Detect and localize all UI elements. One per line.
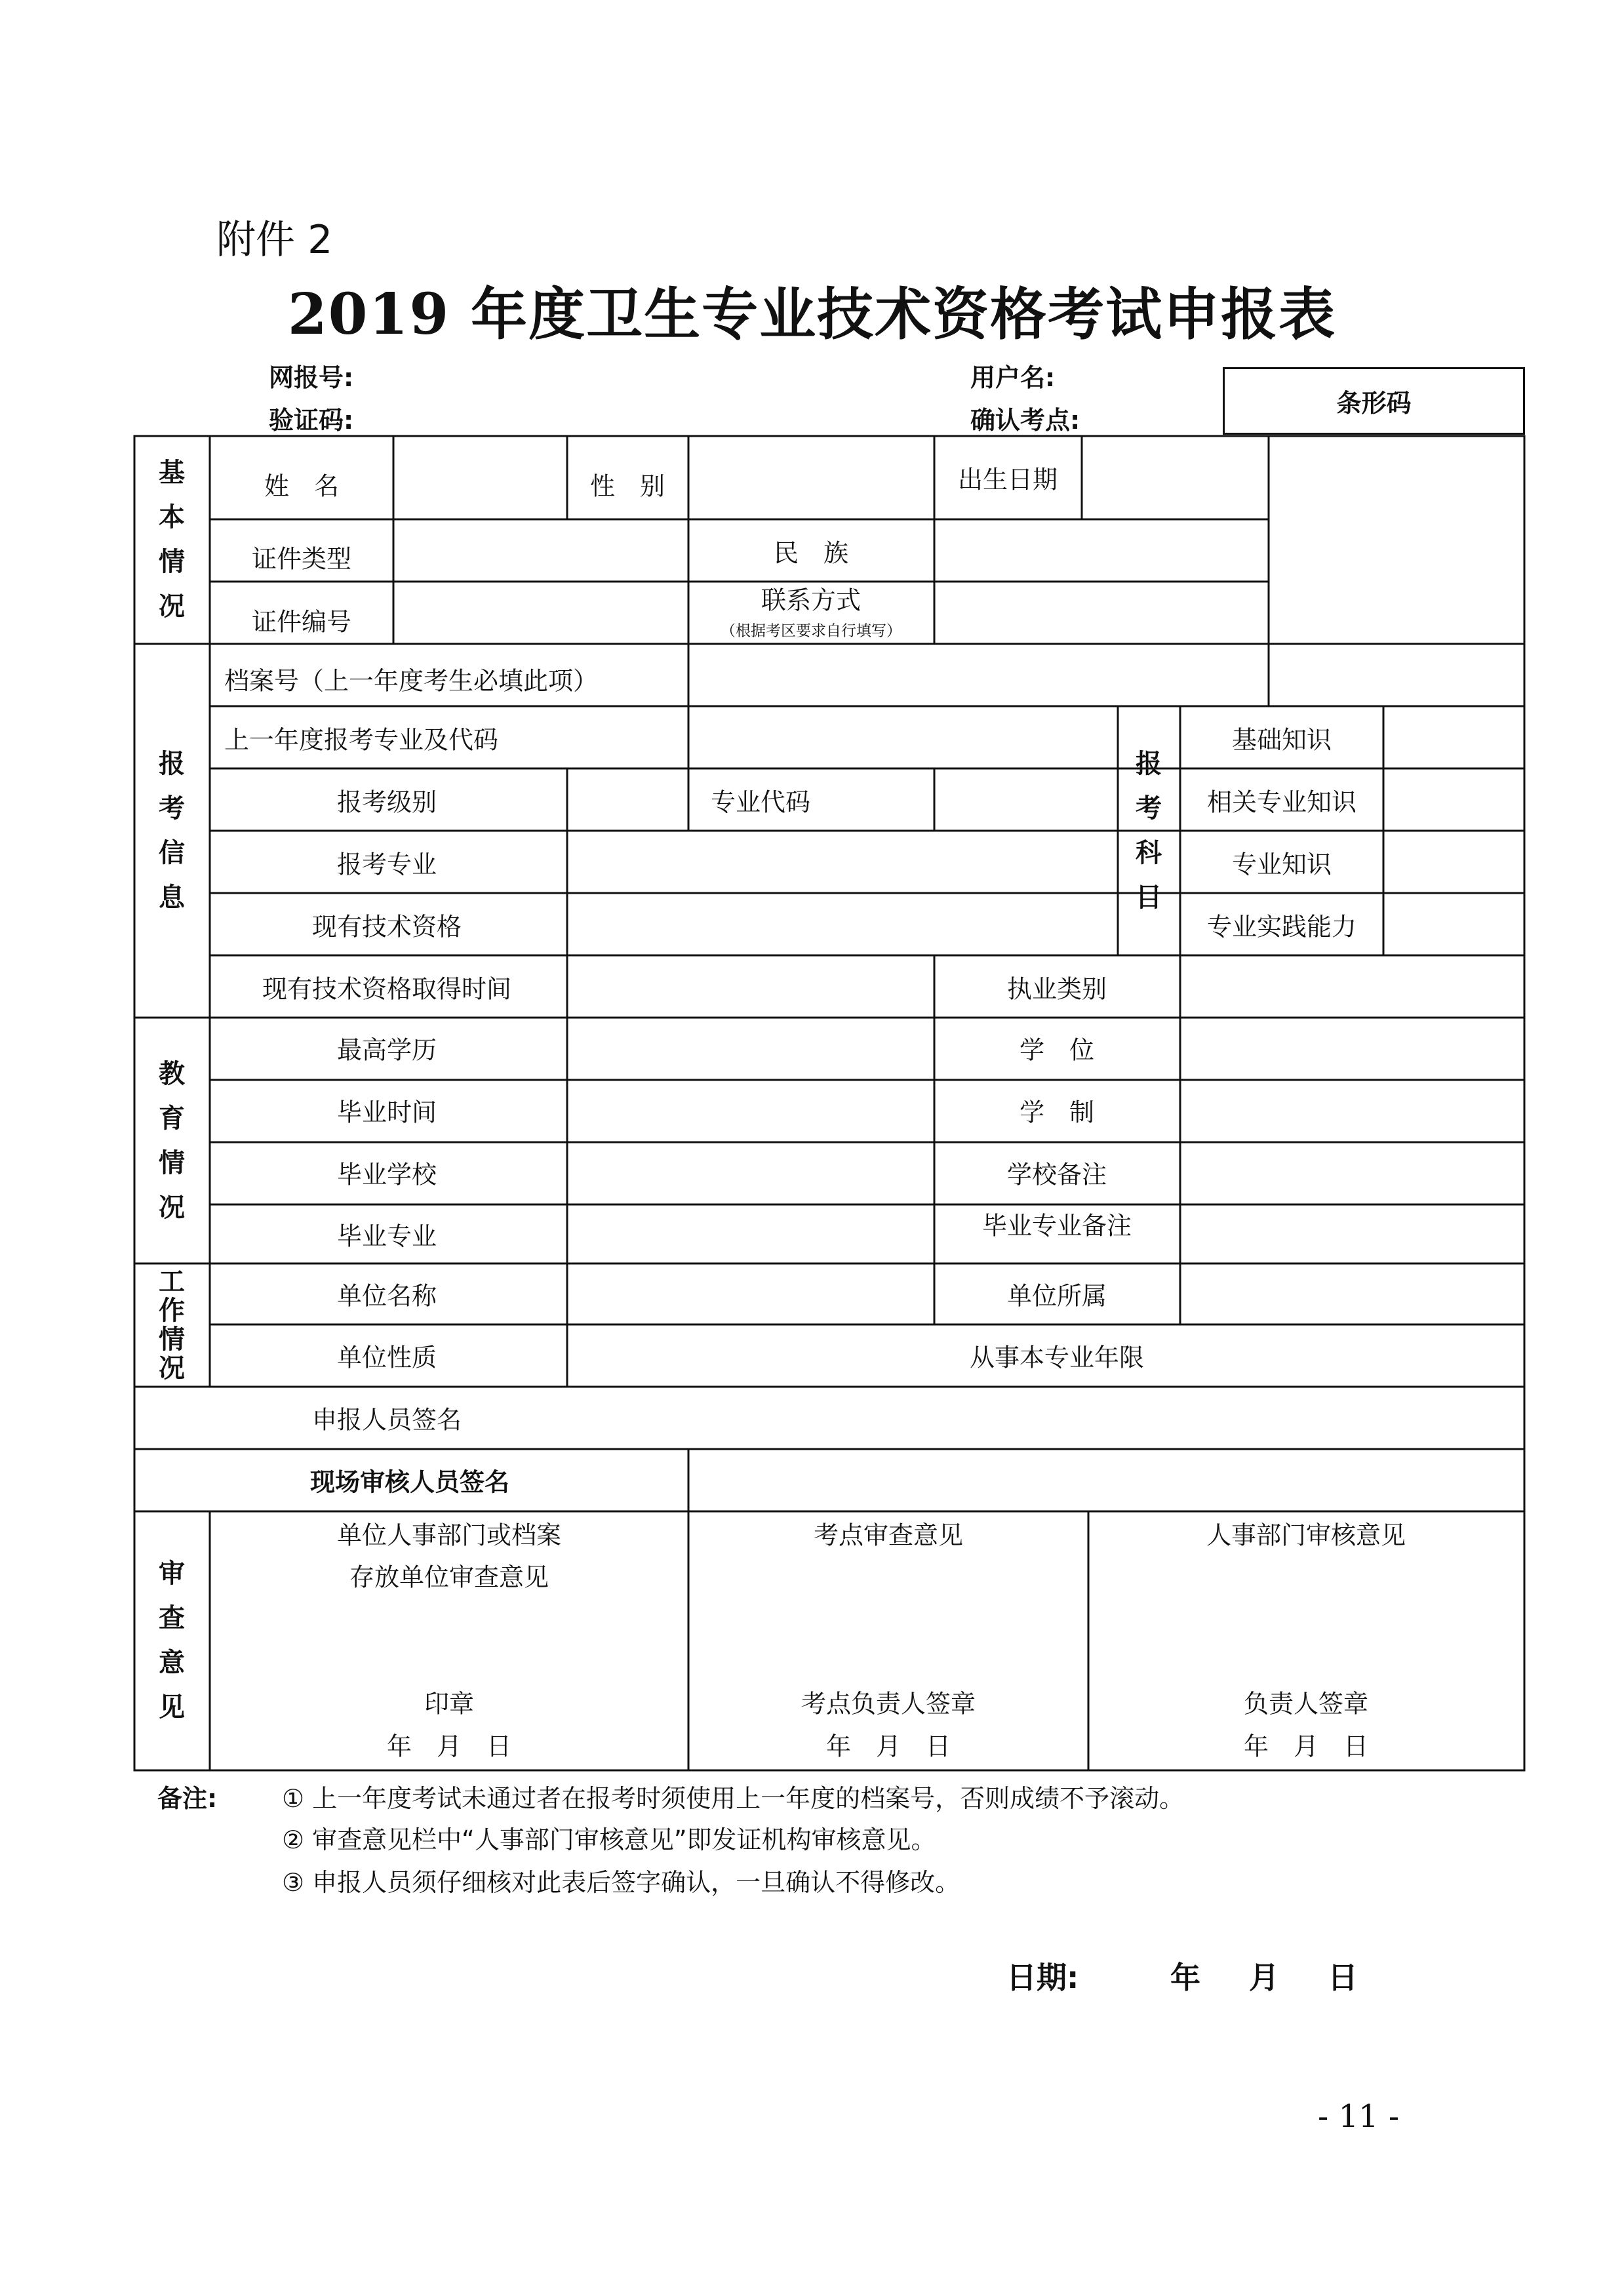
name-label: 姓 名 xyxy=(264,471,340,501)
review-col3-date: 年 月 日 xyxy=(1243,1732,1369,1761)
footer-date-label: 日期: xyxy=(1006,1960,1079,1995)
review-col1-line2: 存放单位审查意见 xyxy=(349,1562,549,1592)
subject-related: 相关专业知识 xyxy=(1206,787,1357,817)
section-exam: 报考信息 xyxy=(159,749,185,913)
major-note-label: 毕业专业备注 xyxy=(981,1211,1132,1241)
section-education: 教育情况 xyxy=(159,1059,185,1223)
highest-edu-label: 最高学历 xyxy=(336,1035,437,1065)
subject-professional: 专业知识 xyxy=(1231,850,1332,879)
qual-time-label: 现有技术资格取得时间 xyxy=(262,974,512,1004)
review-col3-seal: 负责人签章 xyxy=(1243,1689,1369,1719)
subject-practice: 专业实践能力 xyxy=(1206,912,1357,942)
review-col2-date: 年 月 日 xyxy=(825,1732,951,1761)
section-basic: 基本情况 xyxy=(159,458,185,622)
page-title: 2019 年度卫生专业技术资格考试申报表 xyxy=(287,281,1337,348)
barcode-box: 条形码 xyxy=(1223,367,1525,435)
attachment-label: 附件 2 xyxy=(216,217,333,263)
last-major-label: 上一年度报考专业及代码 xyxy=(224,725,499,755)
gender-label: 性 别 xyxy=(589,471,665,501)
practice-type-label: 执业类别 xyxy=(1006,974,1107,1004)
grad-time-label: 毕业时间 xyxy=(336,1098,437,1127)
footer-month: 月 xyxy=(1249,1960,1279,1995)
degree-label: 学 位 xyxy=(1019,1035,1095,1065)
onsite-signature-label: 现场审核人员签名 xyxy=(309,1467,510,1497)
username-label: 用户名: xyxy=(970,363,1056,392)
section-review: 审查意见 xyxy=(159,1559,185,1722)
note-item-1: ① 上一年度考试未通过者在报考时须使用上一年度的档案号，否则成绩不予滚动。 xyxy=(282,1784,1185,1813)
page-number: - 11 - xyxy=(1318,2098,1400,2135)
review-col2-seal: 考点负责人签章 xyxy=(801,1689,976,1719)
school-label: 毕业学校 xyxy=(336,1160,437,1189)
contact-note: （根据考区要求自行填写） xyxy=(721,622,901,640)
review-col1-seal: 印章 xyxy=(424,1689,475,1719)
note-item-3: ③ 申报人员须仔细核对此表后签字确认，一旦确认不得修改。 xyxy=(282,1868,961,1897)
current-qual-label: 现有技术资格 xyxy=(311,912,462,942)
footer-year: 年 xyxy=(1170,1960,1200,1995)
applicant-signature-label: 申报人员签名 xyxy=(311,1405,462,1435)
section-work: 工作情况 xyxy=(159,1267,185,1383)
verify-code-label: 验证码: xyxy=(269,406,354,435)
birth-label: 出生日期 xyxy=(957,465,1058,494)
level-label: 报考级别 xyxy=(336,787,437,817)
major-label: 报考专业 xyxy=(336,850,437,879)
review-col3-title: 人事部门审核意见 xyxy=(1206,1521,1406,1550)
subject-basic: 基础知识 xyxy=(1231,725,1332,755)
archive-no-label: 档案号（上一年度考生必填此项） xyxy=(224,666,599,696)
review-col1-date: 年 月 日 xyxy=(386,1732,512,1761)
years-label: 从事本专业年限 xyxy=(969,1343,1145,1372)
unit-name-label: 单位名称 xyxy=(336,1281,437,1311)
school-note-label: 学校备注 xyxy=(1006,1160,1107,1189)
unit-type-label: 单位性质 xyxy=(336,1343,437,1372)
note-item-2: ② 审查意见栏中“人事部门审核意见”即发证机构审核意见。 xyxy=(282,1825,936,1854)
major-code-label: 专业代码 xyxy=(710,787,811,817)
id-no-label: 证件编号 xyxy=(251,607,352,637)
confirm-site-label: 确认考点: xyxy=(970,406,1080,435)
notes-label: 备注: xyxy=(157,1784,218,1813)
unit-affil-label: 单位所属 xyxy=(1006,1281,1107,1311)
net-no-label: 网报号: xyxy=(269,363,354,392)
footer-day: 日 xyxy=(1328,1960,1358,1995)
edu-major-label: 毕业专业 xyxy=(336,1222,437,1251)
id-type-label: 证件类型 xyxy=(251,544,352,574)
review-col1-line1: 单位人事部门或档案 xyxy=(336,1521,562,1550)
contact-label: 联系方式 xyxy=(761,586,862,615)
review-col2-title: 考点审查意见 xyxy=(813,1521,964,1550)
ethnicity-label: 民 族 xyxy=(773,538,849,568)
system-label: 学 制 xyxy=(1019,1098,1095,1127)
section-subjects: 报考科目 xyxy=(1136,749,1162,913)
